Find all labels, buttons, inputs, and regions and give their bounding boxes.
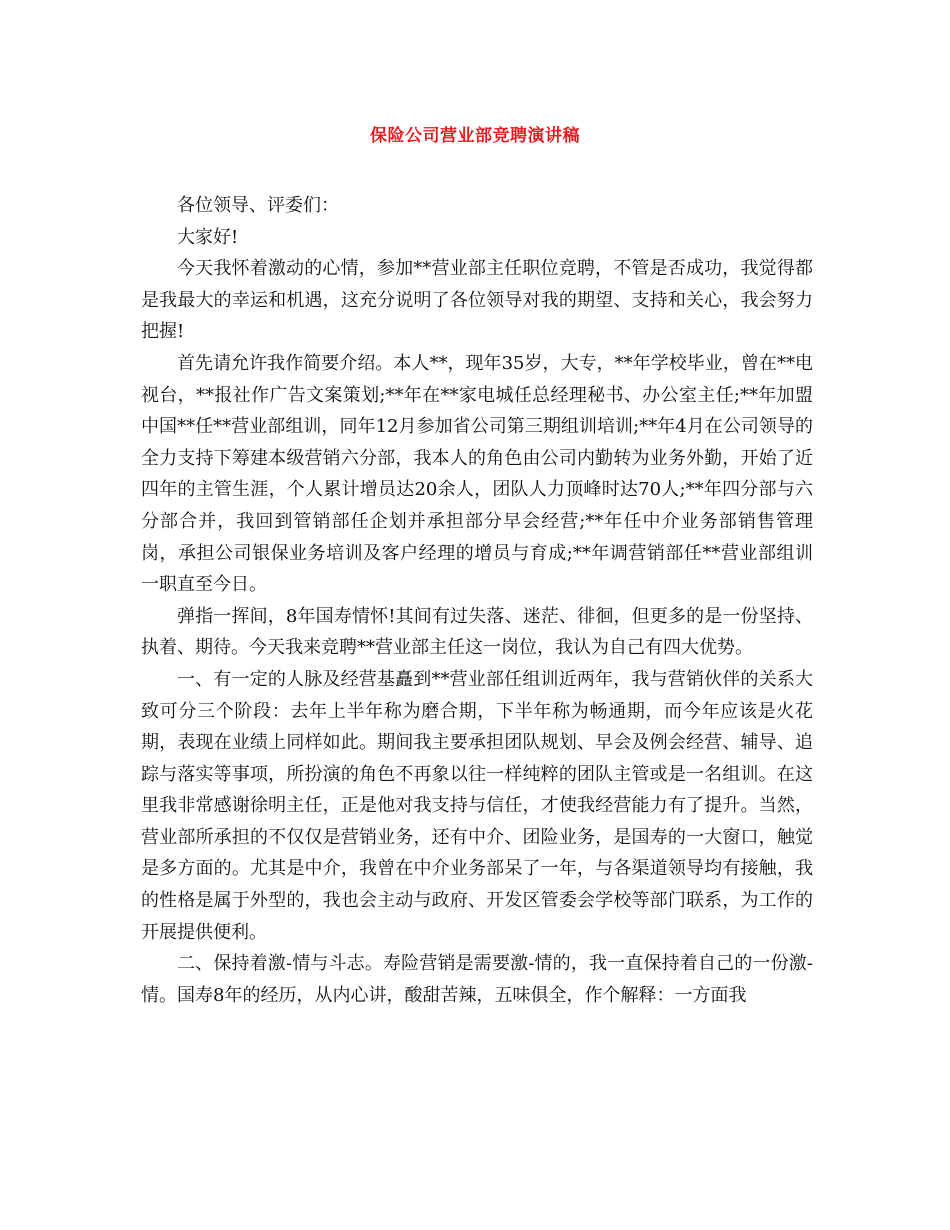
- greeting-paragraph: 各位领导、评委们：: [177, 195, 339, 216]
- document-title: 保险公司营业部竞聘演讲稿: [370, 126, 580, 146]
- reflection-paragraph: 弹指一挥间，8年国寿情怀!其间有过失落、迷茫、徘徊，但更多的是一份坚持、执着、期待。今天我来竞聘**营业部主任这一岗位，我认为自己有四大优势。: [141, 605, 813, 659]
- advantage-one-paragraph: 一、有一定的人脉及经营基矗到**营业部任组训近两年，我与营销伙伴的关系大致可分三个阶段：去年上半年称为磨合期，下半年称为畅通期，而今年应该是火花期，表现在业绩上同样如此。期间我主要承担团队规划、早会及例会经营、辅导、追踪与落实等事项，所扮演的角色不再象以往一样纯粹的团队主管或是一名组训。在这里我非常感谢徐明主任，正是他对我支持与信任，才使我经营能力有了提升。当然，营业部所承担的不仅仅是营销业务，还有中介、团险业务，是国寿的一大窗口，触觉是多方面的。尤其是中介，我曾在中介业务部呆了一年，与各渠道领导均有接触，我的性格是属于外型的，我也会主动与政府、开发区管委会学校等部门联系，为工作的开展提供便利。: [141, 668, 813, 943]
- advantage-two-paragraph: 二、保持着激-情与斗志。寿险营销是需要激-情的，我一直保持着自己的一份激-情。国寿8年的经历，从内心讲，酸甜苦辣，五味俱全，作个解释：一方面我: [141, 953, 813, 1006]
- opening-paragraph: 今天我怀着激动的心情，参加**营业部主任职位竞聘，不管是否成功，我觉得都是我最大的幸运和机遇，这充分说明了各位领导对我的期望、支持和关心，我会努力把握!: [141, 258, 813, 343]
- document-body: [141, 190, 813, 1011]
- salutation-paragraph: 大家好!: [177, 226, 239, 248]
- introduction-paragraph: 首先请允许我作简要介绍。本人**，现年35岁，大专，**年学校毕业，曾在**电视台，**报社作广告文案策划;**年在**家电城任总经理秘书、办公室主任;**年加盟中国**任**营业部组训，同年12月参加省公司第三期组训培训;**年4月在公司领导的全力支持下筹建本级营销六分部，我本人的角色由公司内勤转为业务外勤，开始了近四年的主管生涯，个人累计增员达20余人，团队人力顶峰时达70人;**年四分部与六分部合并，我回到管销部任企划并承担部分早会经营;**年任中介业务部销售管理岗，承担公司银保业务培训及客户经理的增员与育成;**年调营销部任**营业部组训一职直至今日。: [141, 352, 813, 596]
